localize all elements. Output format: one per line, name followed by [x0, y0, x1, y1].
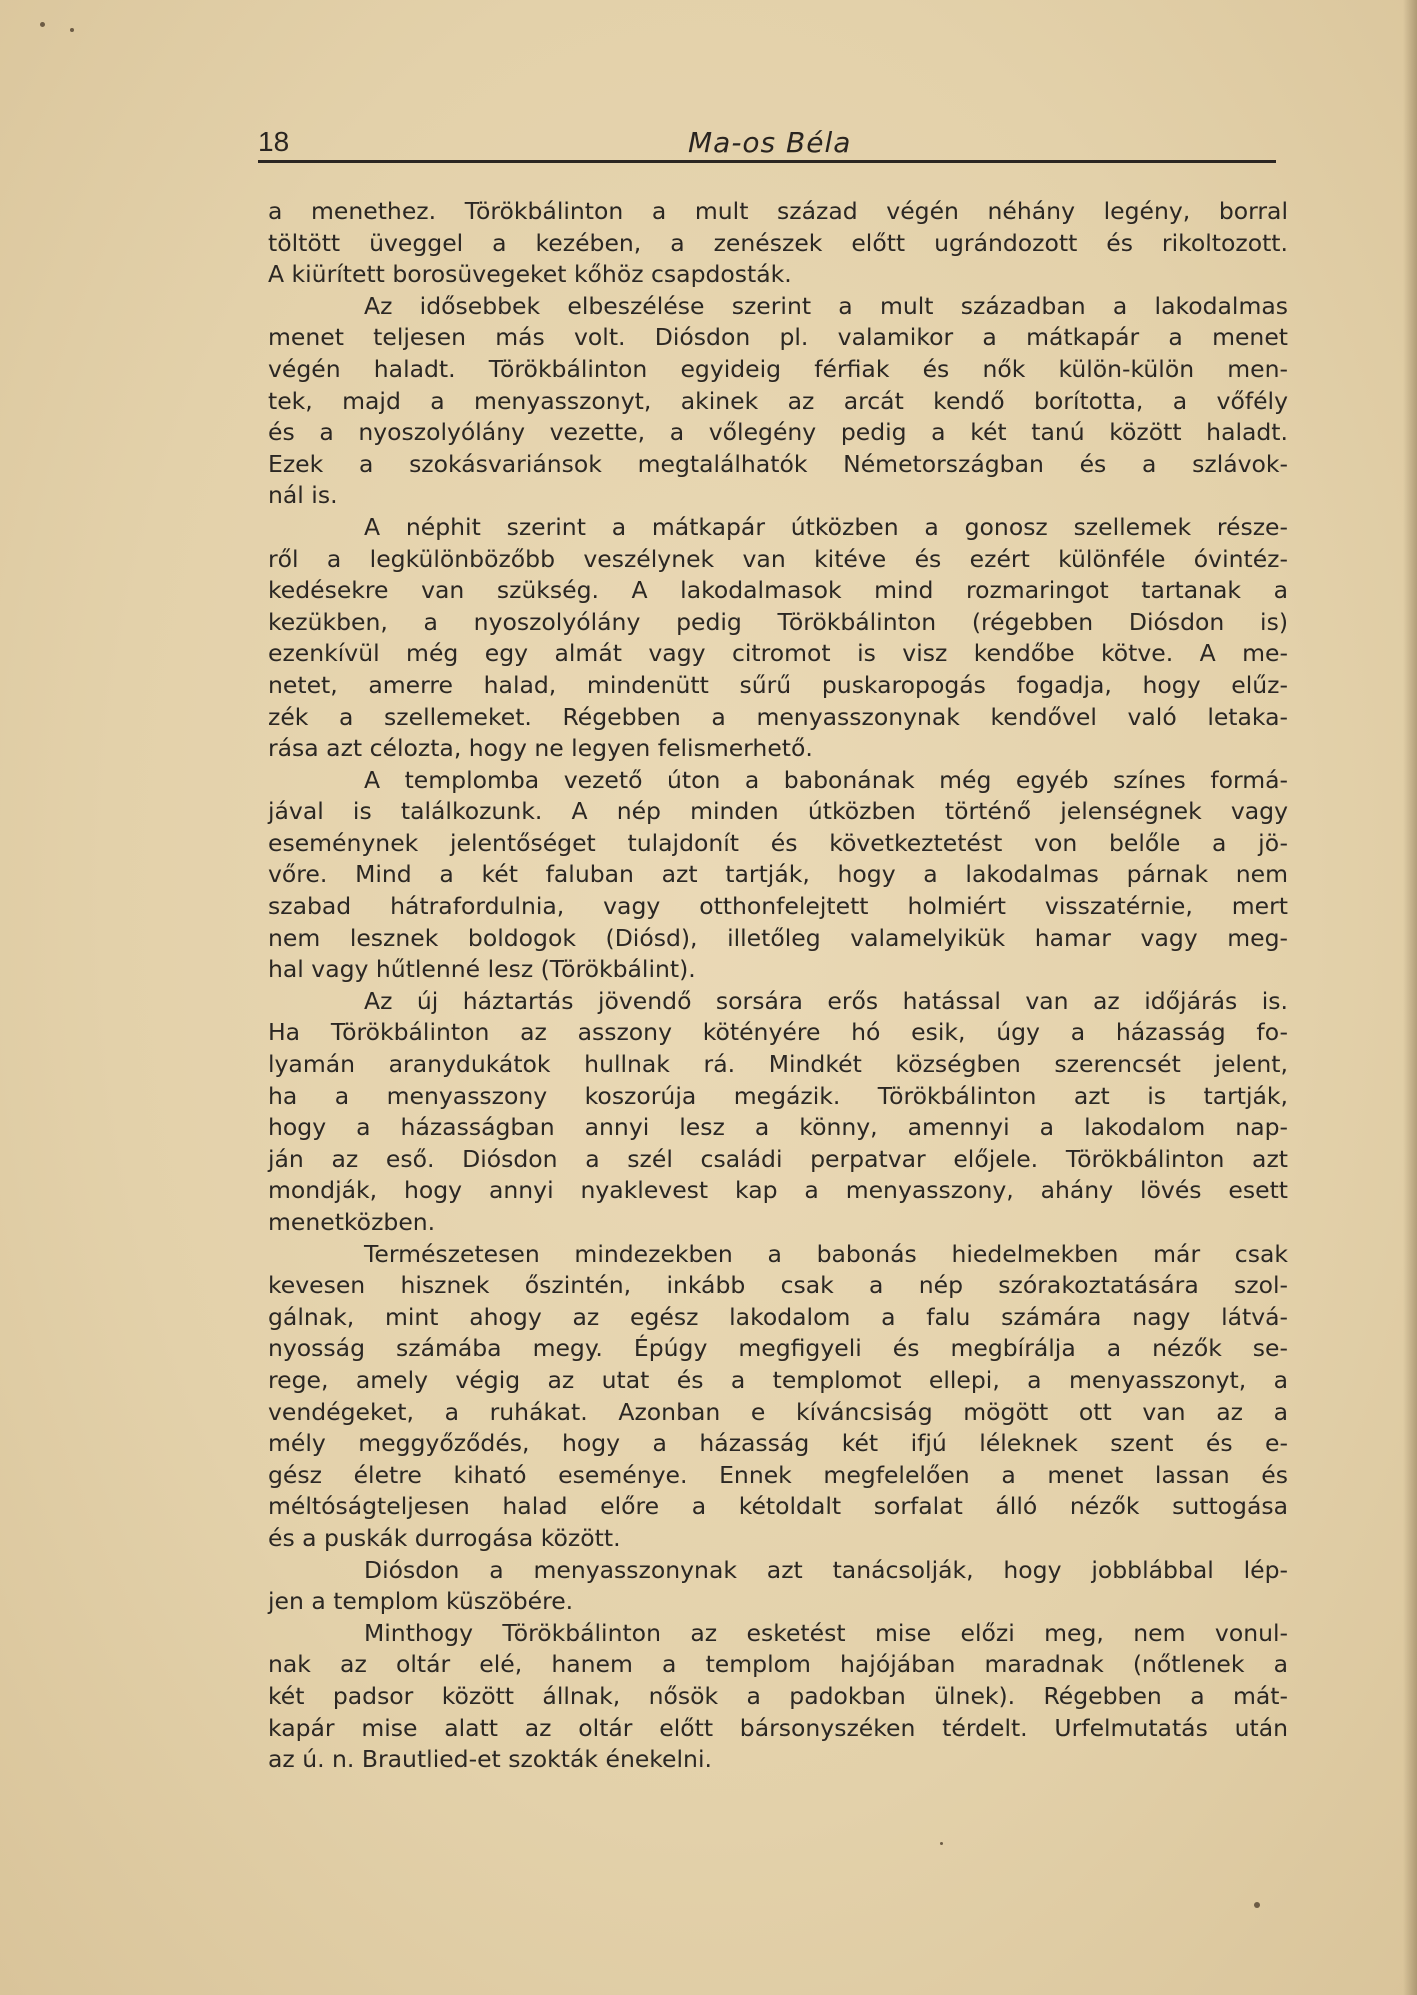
text-line: nyosság számába megy. Épúgy megfigyeli és megbírálja a nézők se- — [268, 1334, 1288, 1363]
text-line: Diósdon a menyasszonynak azt tanácsolják, hogy jobblábbal lép- — [364, 1555, 1288, 1584]
header-rule — [258, 160, 1276, 163]
text-line: gálnak, mint ahogy az egész lakodalom a falu számára nagy látvá- — [268, 1302, 1288, 1331]
text-line: szabad hátrafordulnia, vagy otthonfelejtett holmiért visszatérnie, mert — [268, 892, 1288, 921]
running-title: Ma-os Béla — [688, 126, 852, 159]
text-line: végén haladt. Törökbálinton egyideig férfiak és nők külön-külön men- — [268, 354, 1288, 383]
text-line: ről a legkülönbözőbb veszélynek van kitéve és ezért különféle óvintéz- — [268, 544, 1288, 573]
paper-speck — [940, 1842, 943, 1845]
text-line: eseménynek jelentőséget tulajdonít és következtetést von belőle a jö- — [268, 828, 1288, 857]
text-line: kapár mise alatt az oltár előtt bársonyszéken térdelt. Urfelmutatás után — [268, 1713, 1288, 1742]
text-line: és a nyoszolyólány vezette, a vőlegény pedig a két tanú között haladt. — [268, 418, 1288, 447]
text-line: rege, amely végig az utat és a templomot ellepi, a menyasszonyt, a — [268, 1365, 1288, 1394]
paper-speck — [70, 28, 74, 32]
text-line: jen a templom küszöbére. — [268, 1587, 574, 1616]
page-edge-shadow — [1403, 0, 1417, 1995]
text-line: rása azt célozta, hogy ne legyen felismerhető. — [268, 734, 813, 763]
text-line: A néphit szerint a mátkapár útközben a gonosz szellemek része- — [364, 512, 1288, 541]
text-line: Az új háztartás jövendő sorsára erős hatással van az időjárás is. — [364, 986, 1288, 1015]
text-line: töltött üveggel a kezében, a zenészek előtt ugrándozott és rikoltozott. — [268, 228, 1288, 257]
text-line: Ezek a szokásvariánsok megtalálhatók Németországban és a szlávok- — [268, 449, 1288, 478]
text-line: két padsor között állnak, nősök a padokban ülnek). Régebben a mát- — [268, 1681, 1288, 1710]
text-line: ján az eső. Diósdon a szél családi perpatvar előjele. Törökbálinton azt — [268, 1144, 1288, 1173]
text-line: lyamán aranydukátok hullnak rá. Mindkét községben szerencsét jelent, — [268, 1050, 1288, 1079]
text-line: kezükben, a nyoszolyólány pedig Törökbálinton (régebben Diósdon is) — [268, 607, 1288, 636]
body-text — [268, 196, 1288, 1776]
text-line: ha a menyasszony koszorúja megázik. Törökbálinton azt is tartják, — [268, 1081, 1288, 1110]
text-line: tek, majd a menyasszonyt, akinek az arcát kendő borította, a vőfély — [268, 386, 1288, 415]
page-number: 18 — [258, 126, 290, 157]
text-line: a menethez. Törökbálinton a mult század végén néhány legény, borral — [268, 197, 1288, 225]
text-line: Minthogy Törökbálinton az esketést mise előzi meg, nem vonul- — [364, 1618, 1288, 1647]
text-line: gész életre kiható eseménye. Ennek megfelelően a menet lassan és — [268, 1460, 1288, 1489]
text-line: méltóságteljesen halad előre a kétoldalt sorfalat álló nézők suttogása — [268, 1492, 1288, 1521]
paper-speck — [1254, 1902, 1260, 1908]
text-line: netet, amerre halad, mindenütt sűrű puskaropogás fogadja, hogy elűz- — [268, 670, 1288, 699]
text-line: Az idősebbek elbeszélése szerint a mult században a lakodalmas — [364, 291, 1288, 320]
text-line: az ú. n. Brautlied-et szokták énekelni. — [268, 1745, 712, 1774]
text-line: A templomba vezető úton a babonának még egyéb színes formá- — [364, 765, 1288, 794]
text-line: jával is találkozunk. A nép minden útközben történő jelenségnek vagy — [268, 797, 1288, 826]
text-line: zék a szellemeket. Régebben a menyasszonynak kendővel való letaka- — [268, 702, 1288, 731]
text-line: kevesen hisznek őszintén, inkább csak a nép szórakoztatására szol- — [268, 1271, 1288, 1300]
page-header — [258, 120, 1278, 164]
text-line: vőre. Mind a két faluban azt tartják, hogy a lakodalmas párnak nem — [268, 860, 1288, 889]
paper-speck — [40, 22, 45, 27]
text-line: kedésekre van szükség. A lakodalmasok mind rozmaringot tartanak a — [268, 576, 1288, 605]
text-line: mély meggyőződés, hogy a házasság két ifjú léleknek szent és e- — [268, 1429, 1288, 1458]
text-line: mondják, hogy annyi nyaklevest kap a menyasszony, ahány lövés esett — [268, 1176, 1288, 1205]
text-line: nem lesznek boldogok (Diósd), illetőleg valamelyikük hamar vagy meg- — [268, 923, 1288, 952]
text-line: menet teljesen más volt. Diósdon pl. valamikor a mátkapár a menet — [268, 323, 1288, 352]
text-line: nak az oltár elé, hanem a templom hajójában maradnak (nőtlenek a — [268, 1650, 1288, 1679]
text-line: nál is. — [268, 481, 338, 510]
text-line: Ha Törökbálinton az asszony kötényére hó esik, úgy a házasság fo- — [268, 1018, 1288, 1047]
text-line: Természetesen mindezekben a babonás hiedelmekben már csak — [364, 1239, 1288, 1268]
text-line: és a puskák durrogása között. — [268, 1523, 621, 1552]
text-line: vendégeket, a ruhákat. Azonban e kíváncsiság mögött ott van az a — [268, 1397, 1288, 1426]
text-line: A kiürített borosüvegeket kőhöz csapdosták. — [268, 260, 792, 289]
text-line: hogy a házasságban annyi lesz a könny, amennyi a lakodalom nap- — [268, 1113, 1288, 1142]
text-line: ezenkívül még egy almát vagy citromot is visz kendőbe kötve. A me- — [268, 639, 1288, 668]
text-line: menetközben. — [268, 1208, 436, 1236]
text-line: hal vagy hűtlenné lesz (Törökbálint). — [268, 955, 696, 984]
